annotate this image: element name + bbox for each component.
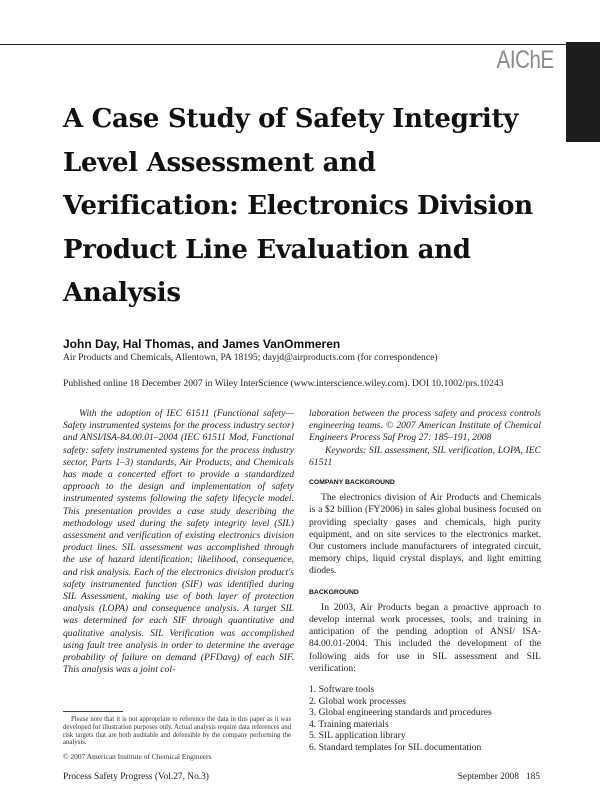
right-column <box>309 408 541 754</box>
author-affiliation: Air Products and Chemicals, Allentown, PA 18195; dayjd@airproducts.com (for correspondence) <box>63 352 438 363</box>
abstract-text: With the adoption of IEC 61511 (Functional safety—Safety instrumented systems for the process industry sector) and ANSI/ISA-84.00.01–2004 (IEC 61511 Mod, Functional safety: safety instrumented systems for the process industry sector, Parts 1–3) standards, Air Products, and Chemicals has made a concerted effort to provide a standardized approach to the design and implementation of safety instrumented systems following the safety lifecycle model. This presentation provides a case study describing the methodology used during the safety integrity level (SIL) assessment and verification of existing electronics division product lines. SIL assessment was accomplished through the use of hazard identification; likelihood, consequence, and risk analysis. Each of the electronics division product's safety instrumented function (SIF) was identified during SIL Assessment, making use of both layer of protection analysis (LOPA) and consequence analysis. A target SIL was determined for each SIF through quantitative and qualitative analysis. SIL Verification was accomplished using fault tree analysis in order to determine the average probability of failure on demand (PFDavg) of each SIF. This analysis was a joint col- <box>63 408 294 676</box>
article-title: A Case Study of Safety Integrity Level Assessment and Verification: Electronics Division Product Line Evaluation and Analysis <box>63 104 533 308</box>
footnote-rule <box>63 711 123 712</box>
company-background-text: The electronics division of Air Products and Chemicals is a $2 billion (FY2006) in sales global business focused on providing specialty gases and chemicals, high purity equipment, and on site services to the electronics market. Our customers include manufacturers of integrated circuit, memory chips, liquid crystal displays, and light emitting diodes. <box>309 492 541 577</box>
list-item: 4. Training materials <box>309 718 389 730</box>
aiche-logo: AIChE <box>496 46 554 74</box>
copyright-notice: © 2007 American Institute of Chemical Engineers <box>63 752 212 761</box>
background-text: In 2003, Air Products began a proactive approach to develop internal work processes, tools, and training in anticipation of the pending adoption of ANSI/ ISA-84.00.01-2004. This included the development of the following aids for use in SIL assessment and SIL verification: <box>309 601 541 674</box>
keywords: Keywords: SIL assessment, SIL verification, LOPA, IEC 61511 <box>309 444 541 468</box>
article-authors: John Day, Hal Thomas, and James VanOmmeren <box>63 337 341 351</box>
journal-footer: Process Safety Progress (Vol.27, No.3) <box>63 772 209 782</box>
header-rule <box>0 44 566 45</box>
aids-list <box>309 684 541 754</box>
footnote: Please note that it is not appropriate to reference the data in this paper as it was developed for illustration purposes only. Actual analysis require data references and risk targets that are both auditable and defensible by the company performing the analysis. <box>63 716 291 747</box>
section-heading-background: BACKGROUND <box>309 588 359 596</box>
side-tab-marker <box>566 42 600 142</box>
list-item: 3. Global engineering standards and procedures <box>309 707 492 719</box>
list-item: 1. Software tools <box>309 684 375 696</box>
abstract-continuation: laboration between the process safety and process controls engineering teams. © 2007 American Institute of Chemical Engineers Process Saf Prog 27: 185–191, 2008 <box>309 408 541 444</box>
left-column <box>63 408 294 676</box>
publication-info: Published online 18 December 2007 in Wiley InterScience (www.interscience.wiley.com). DOI 10.1002/prs.10243 <box>63 378 504 389</box>
section-heading-company-background: COMPANY BACKGROUND <box>309 479 395 487</box>
list-item: 5. SIL application library <box>309 730 406 742</box>
list-item: 2. Global work processes <box>309 695 406 707</box>
list-item: 6. Standard templates for SIL documentation <box>309 742 482 754</box>
date-page-footer: September 2008 185 <box>457 772 540 782</box>
